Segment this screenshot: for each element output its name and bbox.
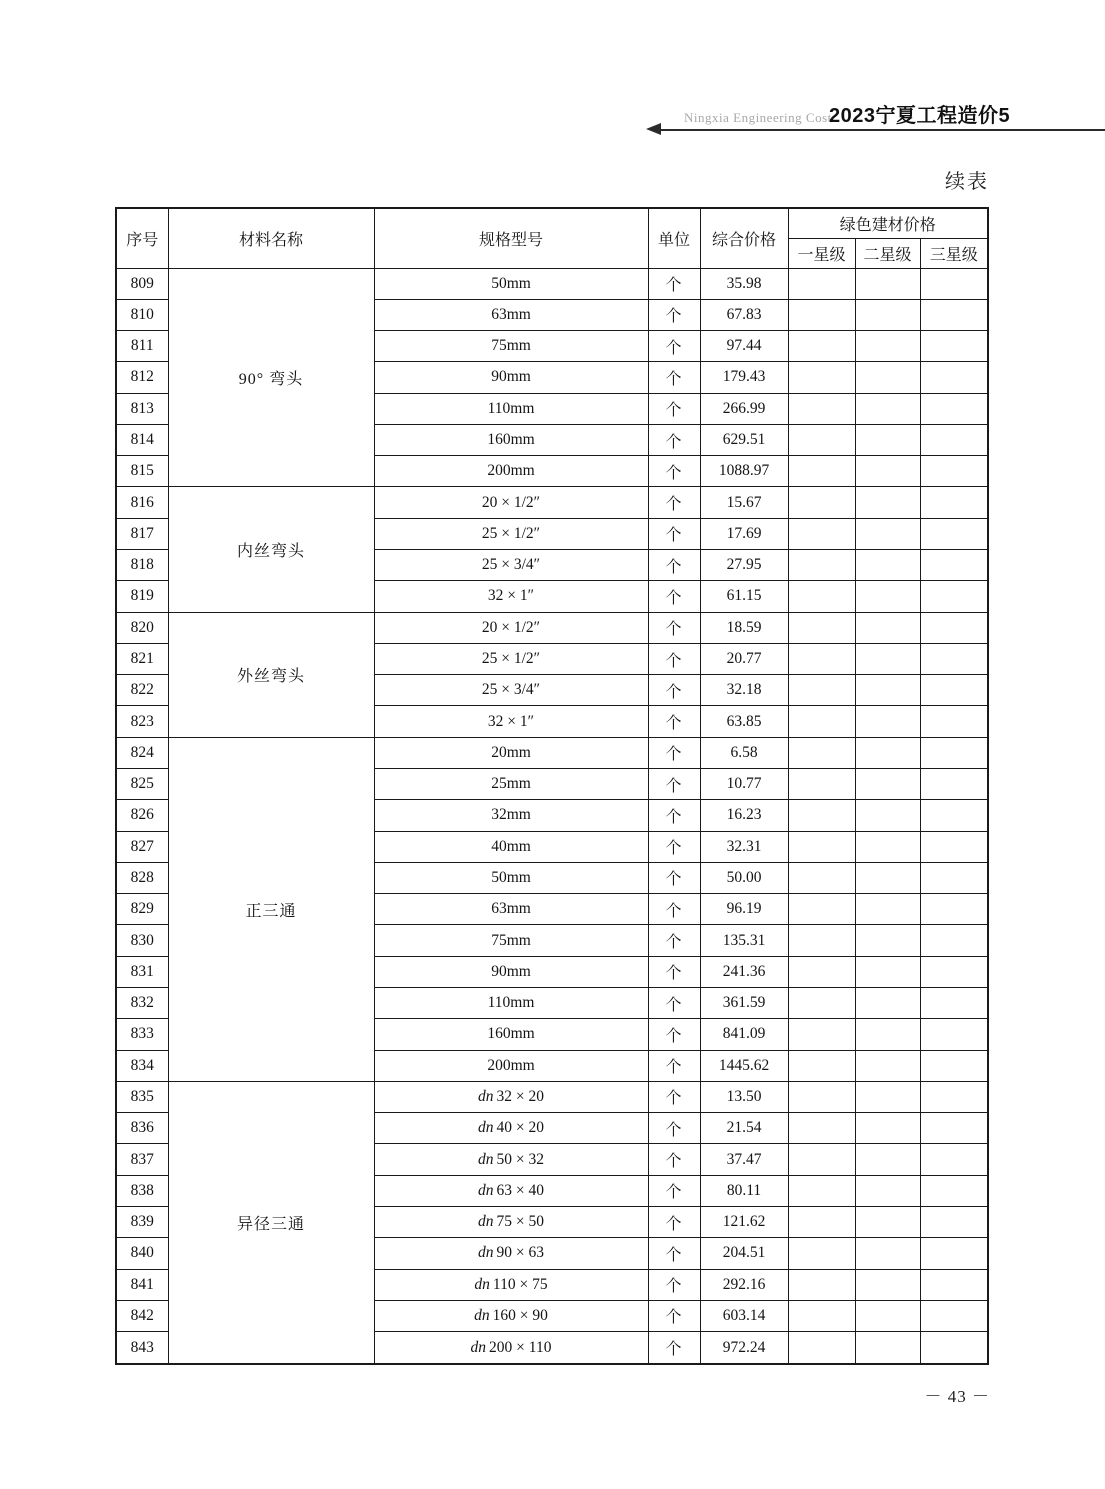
star2-cell bbox=[855, 550, 920, 581]
spec-cell: 25 × 1/2″ bbox=[374, 518, 648, 549]
seq-cell: 825 bbox=[116, 769, 168, 800]
star1-cell bbox=[788, 331, 855, 362]
price-cell: 841.09 bbox=[700, 1019, 788, 1050]
star3-cell bbox=[920, 1175, 988, 1206]
spec-cell: 200mm bbox=[374, 456, 648, 487]
seq-cell: 837 bbox=[116, 1144, 168, 1175]
star1-cell bbox=[788, 1019, 855, 1050]
unit-cell: 个 bbox=[648, 393, 700, 424]
spec-cell: 110mm bbox=[374, 393, 648, 424]
star3-cell bbox=[920, 1332, 988, 1364]
star3-cell bbox=[920, 862, 988, 893]
unit-cell: 个 bbox=[648, 299, 700, 330]
seq-cell: 827 bbox=[116, 831, 168, 862]
star1-cell bbox=[788, 675, 855, 706]
price-cell: 179.43 bbox=[700, 362, 788, 393]
star1-cell bbox=[788, 831, 855, 862]
price-cell: 241.36 bbox=[700, 956, 788, 987]
spec-cell: 20 × 1/2″ bbox=[374, 487, 648, 518]
star3-cell bbox=[920, 925, 988, 956]
star1-cell bbox=[788, 268, 855, 299]
seq-cell: 839 bbox=[116, 1206, 168, 1237]
price-table bbox=[115, 207, 989, 1365]
star2-cell bbox=[855, 362, 920, 393]
seq-cell: 842 bbox=[116, 1300, 168, 1331]
price-cell: 21.54 bbox=[700, 1113, 788, 1144]
star2-cell bbox=[855, 894, 920, 925]
spec-cell: 160mm bbox=[374, 1019, 648, 1050]
price-cell: 35.98 bbox=[700, 268, 788, 299]
header-divider bbox=[652, 129, 1105, 131]
spec-cell: 75mm bbox=[374, 331, 648, 362]
star2-cell bbox=[855, 643, 920, 674]
star3-cell bbox=[920, 1050, 988, 1081]
star2-cell bbox=[855, 737, 920, 768]
price-cell: 292.16 bbox=[700, 1269, 788, 1300]
price-cell: 361.59 bbox=[700, 987, 788, 1018]
star2-cell bbox=[855, 956, 920, 987]
unit-cell: 个 bbox=[648, 1300, 700, 1331]
unit-cell: 个 bbox=[648, 268, 700, 299]
star1-cell bbox=[788, 612, 855, 643]
seq-cell: 843 bbox=[116, 1332, 168, 1364]
star3-cell bbox=[920, 299, 988, 330]
star3-cell bbox=[920, 1113, 988, 1144]
spec-cell: 32mm bbox=[374, 800, 648, 831]
seq-cell: 818 bbox=[116, 550, 168, 581]
seq-cell: 819 bbox=[116, 581, 168, 612]
unit-cell: 个 bbox=[648, 1113, 700, 1144]
star3-cell bbox=[920, 894, 988, 925]
seq-cell: 830 bbox=[116, 925, 168, 956]
star3-cell bbox=[920, 393, 988, 424]
star3-cell bbox=[920, 456, 988, 487]
seq-cell: 831 bbox=[116, 956, 168, 987]
star2-cell bbox=[855, 1332, 920, 1364]
unit-cell: 个 bbox=[648, 581, 700, 612]
seq-cell: 838 bbox=[116, 1175, 168, 1206]
table-row bbox=[116, 1081, 988, 1112]
seq-cell: 841 bbox=[116, 1269, 168, 1300]
star1-cell bbox=[788, 956, 855, 987]
unit-cell: 个 bbox=[648, 1175, 700, 1206]
spec-prefix: dn bbox=[478, 1244, 494, 1262]
spec-cell: 50mm bbox=[374, 862, 648, 893]
col-header-star2: 二星级 bbox=[855, 238, 920, 268]
star1-cell bbox=[788, 1332, 855, 1364]
price-cell: 204.51 bbox=[700, 1238, 788, 1269]
star2-cell bbox=[855, 862, 920, 893]
left-arrow-icon bbox=[646, 123, 661, 135]
star3-cell bbox=[920, 362, 988, 393]
price-cell: 18.59 bbox=[700, 612, 788, 643]
spec-prefix: dn bbox=[470, 1338, 487, 1356]
star2-cell bbox=[855, 1269, 920, 1300]
spec-cell: 20 × 1/2″ bbox=[374, 612, 648, 643]
unit-cell: 个 bbox=[648, 362, 700, 393]
star1-cell bbox=[788, 862, 855, 893]
star3-cell bbox=[920, 643, 988, 674]
unit-cell: 个 bbox=[648, 1206, 700, 1237]
col-header-spec: 规格型号 bbox=[374, 208, 648, 268]
col-header-green: 绿色建材价格 bbox=[788, 208, 988, 238]
star2-cell bbox=[855, 518, 920, 549]
spec-cell: 90mm bbox=[374, 362, 648, 393]
seq-cell: 822 bbox=[116, 675, 168, 706]
unit-cell: 个 bbox=[648, 862, 700, 893]
star1-cell bbox=[788, 643, 855, 674]
spec-cell: 110mm bbox=[374, 987, 648, 1018]
star1-cell bbox=[788, 456, 855, 487]
star1-cell bbox=[788, 487, 855, 518]
material-cell: 外丝弯头 bbox=[168, 612, 374, 737]
price-cell: 15.67 bbox=[700, 487, 788, 518]
star3-cell bbox=[920, 1300, 988, 1331]
material-cell: 90° 弯头 bbox=[168, 268, 374, 487]
seq-cell: 821 bbox=[116, 643, 168, 674]
spec-cell: dn 40 × 20 bbox=[374, 1113, 648, 1144]
star2-cell bbox=[855, 612, 920, 643]
star2-cell bbox=[855, 581, 920, 612]
star2-cell bbox=[855, 424, 920, 455]
unit-cell: 个 bbox=[648, 1144, 700, 1175]
unit-cell: 个 bbox=[648, 1050, 700, 1081]
star3-cell bbox=[920, 675, 988, 706]
star2-cell bbox=[855, 1050, 920, 1081]
spec-cell: 200mm bbox=[374, 1050, 648, 1081]
journal-name-en: Ningxia Engineering Cost bbox=[684, 110, 832, 125]
seq-cell: 812 bbox=[116, 362, 168, 393]
material-cell: 正三通 bbox=[168, 737, 374, 1081]
table-row bbox=[116, 612, 988, 643]
star3-cell bbox=[920, 268, 988, 299]
star2-cell bbox=[855, 299, 920, 330]
star3-cell bbox=[920, 737, 988, 768]
star2-cell bbox=[855, 393, 920, 424]
price-cell: 16.23 bbox=[700, 800, 788, 831]
page-number: － 43 － bbox=[924, 1387, 990, 1406]
table-row bbox=[116, 737, 988, 768]
star3-cell bbox=[920, 1019, 988, 1050]
spec-cell: 160mm bbox=[374, 424, 648, 455]
star2-cell bbox=[855, 1019, 920, 1050]
unit-cell: 个 bbox=[648, 800, 700, 831]
star3-cell bbox=[920, 987, 988, 1018]
unit-cell: 个 bbox=[648, 675, 700, 706]
star2-cell bbox=[855, 769, 920, 800]
unit-cell: 个 bbox=[648, 706, 700, 737]
star1-cell bbox=[788, 1081, 855, 1112]
spec-cell: 32 × 1″ bbox=[374, 581, 648, 612]
spec-cell: 90mm bbox=[374, 956, 648, 987]
seq-cell: 823 bbox=[116, 706, 168, 737]
star2-cell bbox=[855, 925, 920, 956]
price-cell: 629.51 bbox=[700, 424, 788, 455]
seq-cell: 815 bbox=[116, 456, 168, 487]
price-cell: 135.31 bbox=[700, 925, 788, 956]
star1-cell bbox=[788, 393, 855, 424]
star1-cell bbox=[788, 1144, 855, 1175]
price-cell: 97.44 bbox=[700, 331, 788, 362]
star1-cell bbox=[788, 737, 855, 768]
material-cell: 内丝弯头 bbox=[168, 487, 374, 612]
unit-cell: 个 bbox=[648, 456, 700, 487]
unit-cell: 个 bbox=[648, 956, 700, 987]
price-cell: 1088.97 bbox=[700, 456, 788, 487]
star2-cell bbox=[855, 331, 920, 362]
star2-cell bbox=[855, 675, 920, 706]
spec-cell: 50mm bbox=[374, 268, 648, 299]
star3-cell bbox=[920, 831, 988, 862]
seq-cell: 828 bbox=[116, 862, 168, 893]
spec-cell: 32 × 1″ bbox=[374, 706, 648, 737]
col-header-seq: 序号 bbox=[116, 208, 168, 268]
star2-cell bbox=[855, 706, 920, 737]
seq-cell: 824 bbox=[116, 737, 168, 768]
star1-cell bbox=[788, 1050, 855, 1081]
star2-cell bbox=[855, 268, 920, 299]
spec-cell: 75mm bbox=[374, 925, 648, 956]
star3-cell bbox=[920, 1206, 988, 1237]
unit-cell: 个 bbox=[648, 769, 700, 800]
star1-cell bbox=[788, 1206, 855, 1237]
seq-cell: 813 bbox=[116, 393, 168, 424]
price-cell: 121.62 bbox=[700, 1206, 788, 1237]
unit-cell: 个 bbox=[648, 550, 700, 581]
header-row-1 bbox=[116, 208, 988, 238]
seq-cell: 836 bbox=[116, 1113, 168, 1144]
star3-cell bbox=[920, 1081, 988, 1112]
spec-cell: dn 63 × 40 bbox=[374, 1175, 648, 1206]
price-cell: 603.14 bbox=[700, 1300, 788, 1331]
seq-cell: 810 bbox=[116, 299, 168, 330]
seq-cell: 809 bbox=[116, 268, 168, 299]
seq-cell: 814 bbox=[116, 424, 168, 455]
table-row bbox=[116, 487, 988, 518]
col-header-material: 材料名称 bbox=[168, 208, 374, 268]
star1-cell bbox=[788, 1300, 855, 1331]
spec-cell: dn 160 × 90 bbox=[374, 1300, 648, 1331]
price-cell: 27.95 bbox=[700, 550, 788, 581]
price-cell: 50.00 bbox=[700, 862, 788, 893]
spec-prefix: dn bbox=[474, 1306, 490, 1324]
seq-cell: 816 bbox=[116, 487, 168, 518]
seq-cell: 820 bbox=[116, 612, 168, 643]
unit-cell: 个 bbox=[648, 487, 700, 518]
seq-cell: 834 bbox=[116, 1050, 168, 1081]
unit-cell: 个 bbox=[648, 612, 700, 643]
price-cell: 32.31 bbox=[700, 831, 788, 862]
unit-cell: 个 bbox=[648, 424, 700, 455]
star1-cell bbox=[788, 550, 855, 581]
star3-cell bbox=[920, 956, 988, 987]
star3-cell bbox=[920, 1144, 988, 1175]
price-cell: 96.19 bbox=[700, 894, 788, 925]
spec-prefix: dn bbox=[478, 1150, 494, 1168]
star3-cell bbox=[920, 800, 988, 831]
star2-cell bbox=[855, 1206, 920, 1237]
spec-prefix: dn bbox=[478, 1119, 494, 1137]
price-cell: 6.58 bbox=[700, 737, 788, 768]
spec-cell: 25mm bbox=[374, 769, 648, 800]
star2-cell bbox=[855, 1238, 920, 1269]
seq-cell: 829 bbox=[116, 894, 168, 925]
star1-cell bbox=[788, 424, 855, 455]
price-cell: 972.24 bbox=[700, 1332, 788, 1364]
spec-cell: 25 × 1/2″ bbox=[374, 643, 648, 674]
star3-cell bbox=[920, 550, 988, 581]
spec-prefix: dn bbox=[478, 1181, 494, 1199]
price-cell: 61.15 bbox=[700, 581, 788, 612]
seq-cell: 835 bbox=[116, 1081, 168, 1112]
star2-cell bbox=[855, 831, 920, 862]
spec-cell: 25 × 3/4″ bbox=[374, 550, 648, 581]
price-cell: 37.47 bbox=[700, 1144, 788, 1175]
unit-cell: 个 bbox=[648, 987, 700, 1018]
star3-cell bbox=[920, 581, 988, 612]
star1-cell bbox=[788, 894, 855, 925]
star2-cell bbox=[855, 1081, 920, 1112]
unit-cell: 个 bbox=[648, 1332, 700, 1364]
price-cell: 13.50 bbox=[700, 1081, 788, 1112]
journal-title: 2023宁夏工程造价5 bbox=[829, 105, 1011, 127]
star1-cell bbox=[788, 1113, 855, 1144]
spec-cell: dn 200 × 110 bbox=[374, 1332, 648, 1364]
star1-cell bbox=[788, 987, 855, 1018]
col-header-star1: 一星级 bbox=[788, 238, 855, 268]
unit-cell: 个 bbox=[648, 925, 700, 956]
star1-cell bbox=[788, 362, 855, 393]
star2-cell bbox=[855, 456, 920, 487]
star2-cell bbox=[855, 487, 920, 518]
price-cell: 10.77 bbox=[700, 769, 788, 800]
star3-cell bbox=[920, 518, 988, 549]
star1-cell bbox=[788, 769, 855, 800]
star3-cell bbox=[920, 487, 988, 518]
unit-cell: 个 bbox=[648, 737, 700, 768]
spec-cell: dn 50 × 32 bbox=[374, 1144, 648, 1175]
spec-prefix: dn bbox=[478, 1213, 494, 1231]
spec-prefix: dn bbox=[478, 1087, 494, 1105]
star2-cell bbox=[855, 1175, 920, 1206]
seq-cell: 817 bbox=[116, 518, 168, 549]
star1-cell bbox=[788, 1238, 855, 1269]
spec-cell: 25 × 3/4″ bbox=[374, 675, 648, 706]
col-header-price: 综合价格 bbox=[700, 208, 788, 268]
star1-cell bbox=[788, 800, 855, 831]
spec-cell: 63mm bbox=[374, 299, 648, 330]
star2-cell bbox=[855, 1113, 920, 1144]
seq-cell: 826 bbox=[116, 800, 168, 831]
unit-cell: 个 bbox=[648, 1019, 700, 1050]
star2-cell bbox=[855, 987, 920, 1018]
col-header-star3: 三星级 bbox=[920, 238, 988, 268]
star1-cell bbox=[788, 1175, 855, 1206]
star3-cell bbox=[920, 769, 988, 800]
spec-cell: dn 90 × 63 bbox=[374, 1238, 648, 1269]
seq-cell: 811 bbox=[116, 331, 168, 362]
spec-prefix: dn bbox=[474, 1275, 490, 1293]
star1-cell bbox=[788, 518, 855, 549]
seq-cell: 840 bbox=[116, 1238, 168, 1269]
price-cell: 32.18 bbox=[700, 675, 788, 706]
star3-cell bbox=[920, 706, 988, 737]
star1-cell bbox=[788, 1269, 855, 1300]
star3-cell bbox=[920, 424, 988, 455]
star3-cell bbox=[920, 331, 988, 362]
unit-cell: 个 bbox=[648, 643, 700, 674]
price-cell: 67.83 bbox=[700, 299, 788, 330]
spec-cell: 20mm bbox=[374, 737, 648, 768]
price-cell: 1445.62 bbox=[700, 1050, 788, 1081]
price-cell: 80.11 bbox=[700, 1175, 788, 1206]
material-cell: 异径三通 bbox=[168, 1081, 374, 1364]
star1-cell bbox=[788, 299, 855, 330]
star3-cell bbox=[920, 1238, 988, 1269]
unit-cell: 个 bbox=[648, 1081, 700, 1112]
spec-cell: dn 75 × 50 bbox=[374, 1206, 648, 1237]
spec-cell: 40mm bbox=[374, 831, 648, 862]
price-cell: 266.99 bbox=[700, 393, 788, 424]
unit-cell: 个 bbox=[648, 831, 700, 862]
spec-cell: dn 32 × 20 bbox=[374, 1081, 648, 1112]
star2-cell bbox=[855, 1300, 920, 1331]
price-cell: 63.85 bbox=[700, 706, 788, 737]
unit-cell: 个 bbox=[648, 331, 700, 362]
unit-cell: 个 bbox=[648, 518, 700, 549]
spec-cell: 63mm bbox=[374, 894, 648, 925]
unit-cell: 个 bbox=[648, 1269, 700, 1300]
star3-cell bbox=[920, 1269, 988, 1300]
unit-cell: 个 bbox=[648, 894, 700, 925]
continued-table-label: 续表 bbox=[945, 171, 989, 193]
spec-cell: dn 110 × 75 bbox=[374, 1269, 648, 1300]
unit-cell: 个 bbox=[648, 1238, 700, 1269]
star2-cell bbox=[855, 800, 920, 831]
star1-cell bbox=[788, 706, 855, 737]
star1-cell bbox=[788, 925, 855, 956]
table-row bbox=[116, 268, 988, 299]
seq-cell: 832 bbox=[116, 987, 168, 1018]
price-cell: 17.69 bbox=[700, 518, 788, 549]
price-cell: 20.77 bbox=[700, 643, 788, 674]
seq-cell: 833 bbox=[116, 1019, 168, 1050]
star3-cell bbox=[920, 612, 988, 643]
star1-cell bbox=[788, 581, 855, 612]
star2-cell bbox=[855, 1144, 920, 1175]
col-header-unit: 单位 bbox=[648, 208, 700, 268]
